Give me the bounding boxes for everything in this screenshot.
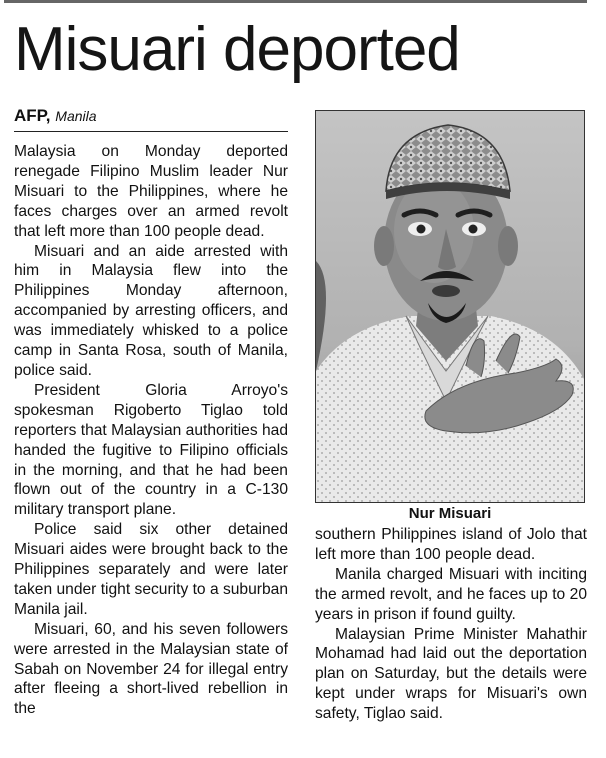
article-paragraph: Malaysian Prime Minister Mahathir Mohamad had laid out the deportation plan on Saturday, but the details were kept under wraps for Misuari's own safety, Tiglao said. <box>315 625 587 723</box>
portrait-photo <box>315 110 585 503</box>
byline-city: Manila <box>55 108 97 124</box>
article-paragraph: President Gloria Arroyo's spokesman Rigoberto Tiglao told reporters that Malaysian authorities had handed the fugitive to Filipino officials in the morning, and that he had been flown out of the country in a C-130 military transport plane. <box>14 381 288 519</box>
article-column-left <box>14 142 288 719</box>
article-paragraph: Malaysia on Monday deported renegade Filipino Muslim leader Nur Misuari to the Philippines, where he faces charges over an armed revolt that left more than 100 people dead. <box>14 143 288 240</box>
article-paragraph: Police said six other detained Misuari aides were brought back to the Philippines separately and were later taken under tight security to a suburban Manila jail. <box>14 521 288 618</box>
headline: Misuari deported <box>14 15 460 84</box>
photo-caption: Nur Misuari <box>408 505 492 522</box>
byline <box>14 105 97 127</box>
article-paragraph: Misuari and an aide arrested with him in Malaysia flew into the Philippines Monday afternoon, accompanied by arresting officers, and was immediately whisked to a police camp in Santa Rosa, south of Manila, police said. <box>14 242 288 379</box>
article-paragraph: Manila charged Misuari with inciting the armed revolt, and he faces up to 20 years in prison if found guilty. <box>315 565 587 623</box>
article-column-right <box>315 525 587 724</box>
byline-agency: AFP, <box>14 106 51 125</box>
portrait-illustration <box>316 111 584 502</box>
top-rule <box>4 0 587 3</box>
article-paragraph: Misuari, 60, and his seven followers were arrested in the Malaysian state of Sabah on November 24 for illegal entry after fleeing a short-lived rebellion in the <box>14 620 288 718</box>
byline-rule <box>14 131 288 132</box>
article-paragraph-continuation: southern Philippines island of Jolo that left more than 100 people dead. <box>315 526 587 563</box>
